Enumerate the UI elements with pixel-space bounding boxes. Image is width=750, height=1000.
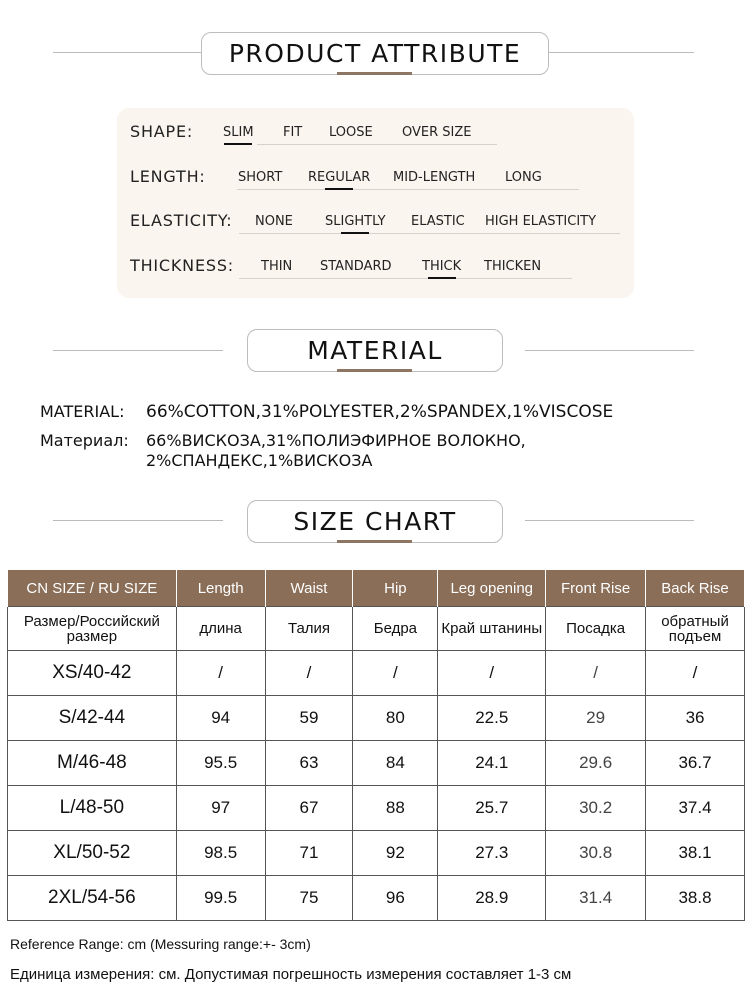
measurement-cell: 59 bbox=[265, 696, 353, 741]
measurement-cell: 28.9 bbox=[438, 876, 546, 921]
measurement-cell: 67 bbox=[265, 786, 353, 831]
attribute-option-label: SLIGHTLY bbox=[325, 214, 386, 229]
column-header: Waist bbox=[265, 570, 353, 607]
attribute-label: LENGTH: bbox=[130, 167, 206, 186]
measurement-cell: 22.5 bbox=[438, 696, 546, 741]
reference-note-ru: Единица измерения: см. Допустимая погрешность измерения составляет 1-3 см bbox=[10, 966, 572, 983]
attribute-row bbox=[117, 211, 634, 241]
attribute-option bbox=[223, 125, 254, 140]
attribute-option bbox=[485, 214, 596, 229]
attribute-option bbox=[484, 259, 541, 274]
column-header-ru: обратный подъем bbox=[646, 607, 745, 651]
material-en-label: MATERIAL: bbox=[40, 402, 125, 421]
attribute-line bbox=[237, 189, 579, 190]
column-header-ru: Талия bbox=[265, 607, 353, 651]
table-row bbox=[8, 741, 745, 786]
attribute-option bbox=[411, 214, 465, 229]
measurement-cell: 38.1 bbox=[646, 831, 745, 876]
column-header: CN SIZE / RU SIZE bbox=[8, 570, 177, 607]
measurement-cell: 36.7 bbox=[646, 741, 745, 786]
measurement-cell: 71 bbox=[265, 831, 353, 876]
measurement-cell: 95.5 bbox=[176, 741, 265, 786]
measurement-cell: 99.5 bbox=[176, 876, 265, 921]
attribute-option-label: THIN bbox=[261, 259, 293, 274]
attribute-option-label: LOOSE bbox=[329, 125, 373, 140]
attribute-option bbox=[255, 214, 293, 229]
measurement-cell: 29 bbox=[546, 696, 646, 741]
attribute-row bbox=[117, 256, 634, 286]
measurement-cell: / bbox=[546, 651, 646, 696]
attribute-line bbox=[239, 233, 620, 234]
measurement-cell: 94 bbox=[176, 696, 265, 741]
attribute-option bbox=[329, 125, 373, 140]
table-subheader-row bbox=[8, 607, 745, 651]
attribute-label: ELASTICITY: bbox=[130, 211, 233, 230]
attribute-label: THICKNESS: bbox=[130, 256, 234, 275]
material-en-value: 66%COTTON,31%POLYESTER,2%SPANDEX,1%VISCOSE bbox=[146, 402, 614, 422]
attribute-option bbox=[402, 125, 471, 140]
selected-underline bbox=[224, 143, 252, 145]
measurement-cell: 37.4 bbox=[646, 786, 745, 831]
measurement-cell: 30.2 bbox=[546, 786, 646, 831]
table-header-row bbox=[8, 570, 745, 607]
column-header-ru: Посадка bbox=[546, 607, 646, 651]
attribute-option bbox=[325, 214, 386, 229]
measurement-cell: / bbox=[176, 651, 265, 696]
measurement-cell: 29.6 bbox=[546, 741, 646, 786]
attribute-option bbox=[261, 259, 292, 274]
table-row bbox=[8, 786, 745, 831]
measurement-cell: / bbox=[265, 651, 353, 696]
column-header-ru: длина bbox=[176, 607, 265, 651]
title-underline bbox=[337, 540, 412, 543]
attribute-option bbox=[393, 170, 475, 185]
attribute-option bbox=[283, 125, 302, 140]
title-underline bbox=[337, 369, 412, 372]
divider bbox=[53, 350, 223, 351]
attribute-option-label: MID-LENGTH bbox=[393, 170, 476, 185]
measurement-cell: 25.7 bbox=[438, 786, 546, 831]
attribute-option-label: THICK bbox=[422, 259, 462, 274]
material-ru-value-1: 66%ВИСКОЗА,31%ПОЛИЭФИРНОЕ ВОЛОКНО, bbox=[146, 431, 526, 450]
attribute-panel bbox=[117, 108, 634, 298]
column-header-ru: Бедра bbox=[353, 607, 438, 651]
size-cell: XL/50-52 bbox=[8, 831, 177, 876]
table-row bbox=[8, 651, 745, 696]
measurement-cell: 75 bbox=[265, 876, 353, 921]
size-chart-table bbox=[7, 570, 745, 921]
size-cell: S/42-44 bbox=[8, 696, 177, 741]
measurement-cell: 96 bbox=[353, 876, 438, 921]
column-header-ru: Размер/Российский размер bbox=[8, 607, 177, 651]
measurement-cell: 80 bbox=[353, 696, 438, 741]
attribute-option-label: HIGH ELASTICITY bbox=[485, 214, 597, 229]
attribute-option-label: SHORT bbox=[238, 170, 283, 185]
size-cell: XS/40-42 bbox=[8, 651, 177, 696]
attribute-option-label: NONE bbox=[255, 214, 293, 229]
measurement-cell: 36 bbox=[646, 696, 745, 741]
attribute-option-label: THICKEN bbox=[484, 259, 542, 274]
size-cell: L/48-50 bbox=[8, 786, 177, 831]
divider bbox=[548, 52, 694, 53]
title-underline bbox=[337, 72, 412, 75]
attribute-line bbox=[239, 278, 572, 279]
attribute-option bbox=[238, 170, 282, 185]
attribute-option bbox=[422, 259, 461, 274]
material-ru-label: Материал: bbox=[40, 431, 129, 450]
selected-underline bbox=[428, 277, 456, 279]
reference-note-en: Reference Range: cm (Messuring range:+- 3cm) bbox=[10, 936, 311, 952]
attribute-option-label: STANDARD bbox=[320, 259, 392, 274]
attribute-option bbox=[505, 170, 542, 185]
measurement-cell: 30.8 bbox=[546, 831, 646, 876]
table-row bbox=[8, 876, 745, 921]
attribute-option-label: ELASTIC bbox=[411, 214, 465, 229]
divider bbox=[525, 520, 694, 521]
column-header: Front Rise bbox=[546, 570, 646, 607]
material-ru-value-2: 2%СПАНДЕКС,1%ВИСКОЗА bbox=[146, 451, 373, 470]
column-header-ru: Край штанины bbox=[438, 607, 546, 651]
selected-underline bbox=[341, 232, 369, 234]
column-header: Hip bbox=[353, 570, 438, 607]
measurement-cell: 38.8 bbox=[646, 876, 745, 921]
divider bbox=[53, 52, 201, 53]
attribute-option bbox=[308, 170, 370, 185]
divider bbox=[53, 520, 223, 521]
attribute-label: SHAPE: bbox=[130, 122, 194, 141]
column-header: Back Rise bbox=[646, 570, 745, 607]
size-cell: M/46-48 bbox=[8, 741, 177, 786]
attribute-option-label: LONG bbox=[505, 170, 542, 185]
column-header: Length bbox=[176, 570, 265, 607]
attribute-option bbox=[320, 259, 392, 274]
measurement-cell: 27.3 bbox=[438, 831, 546, 876]
measurement-cell: 24.1 bbox=[438, 741, 546, 786]
attribute-option-label: FIT bbox=[283, 125, 303, 140]
table-row bbox=[8, 831, 745, 876]
measurement-cell: 98.5 bbox=[176, 831, 265, 876]
measurement-cell: 63 bbox=[265, 741, 353, 786]
attribute-row bbox=[117, 167, 634, 197]
measurement-cell: / bbox=[353, 651, 438, 696]
size-cell: 2XL/54-56 bbox=[8, 876, 177, 921]
measurement-cell: 97 bbox=[176, 786, 265, 831]
section-title-material: MATERIAL bbox=[247, 329, 503, 372]
measurement-cell: 84 bbox=[353, 741, 438, 786]
table-row bbox=[8, 696, 745, 741]
measurement-cell: 31.4 bbox=[546, 876, 646, 921]
measurement-cell: 88 bbox=[353, 786, 438, 831]
measurement-cell: 92 bbox=[353, 831, 438, 876]
selected-underline bbox=[325, 188, 353, 190]
attribute-row bbox=[117, 122, 634, 152]
attribute-option-label: REGULAR bbox=[308, 170, 371, 185]
measurement-cell: / bbox=[646, 651, 745, 696]
column-header: Leg opening bbox=[438, 570, 546, 607]
measurement-cell: / bbox=[438, 651, 546, 696]
divider bbox=[525, 350, 694, 351]
section-title-attribute: PRODUCT ATTRIBUTE bbox=[201, 32, 549, 75]
attribute-line bbox=[257, 144, 497, 145]
section-title-size-chart: SIZE CHART bbox=[247, 500, 503, 543]
attribute-option-label: SLIM bbox=[223, 125, 254, 140]
attribute-option-label: OVER SIZE bbox=[402, 125, 472, 140]
